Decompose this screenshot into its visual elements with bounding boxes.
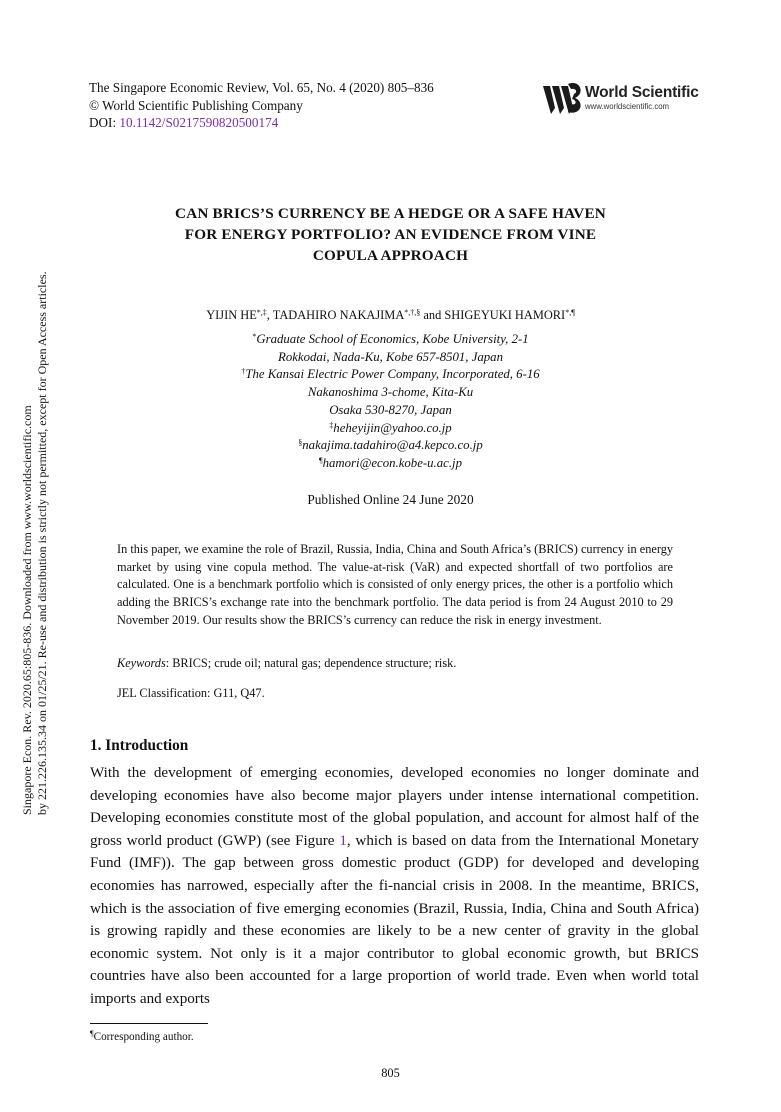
side-notice-text <box>20 271 49 815</box>
affiliation-mark: † <box>241 367 246 377</box>
title-line1: CAN BRICS’S CURRENCY BE A HEDGE OR A SAFE HAVEN <box>175 205 606 222</box>
figure-reference-link[interactable]: 1 <box>339 832 347 849</box>
footnote <box>90 1031 194 1043</box>
abstract: In this paper, we examine the role of Brazil, Russia, India, China and South Africa’s (BRICS) currency in energy market by using vine copula method. The value-at-risk (VaR) and expected shortfall of two portfolios are calculated. One is a benchmark portfolio which is consisted of only energy prices, the other is a portfolio which adding the BRICS’s exchange rate into the benchmark portfolio. The data period is from 24 August 2010 to 29 November 2019. Our results show the BRICS’s currency can reduce the risk in energy investment. <box>117 542 673 627</box>
email-link[interactable]: hamori@econ.kobe-u.ac.jp <box>322 455 462 470</box>
author-marks: *,†,§ <box>404 308 421 317</box>
intro-paragraph <box>90 762 699 1011</box>
email-line <box>90 420 691 438</box>
author-separator: , <box>266 308 273 322</box>
email-mark: ‡ <box>329 420 334 430</box>
section-heading: 1. Introduction <box>90 737 189 754</box>
copyright-line: © World Scientific Publishing Company <box>89 97 303 113</box>
affiliation-text: The Kansai Electric Power Company, Incorporated, 6-16 <box>245 367 540 382</box>
footnote-divider <box>90 1023 208 1024</box>
jel-classification: JEL Classification: G11, Q47. <box>117 686 265 700</box>
email-mark: ¶ <box>319 455 323 465</box>
affiliation-line: Osaka 530-8270, Japan <box>329 402 452 417</box>
affiliation-line: Rokkodai, Nada-Ku, Kobe 657-8501, Japan <box>278 349 503 364</box>
author-name: TADAHIRO NAKAJIMA <box>272 308 405 322</box>
intro-text: With the development of emerging economies, developed economies no longer dominate and developing economies have also become major players under intense international competition. Developing economies constitute most of the global population, and account for almost half of the gross world product (GWP) (see Figure <box>90 765 699 849</box>
publisher-url: www.worldscientific.com <box>585 102 670 111</box>
side-notice-line2: by 221.226.135.34 on 01/25/21. Re-use and distribution is strictly not permitted, except for Open Access articles. <box>34 271 49 815</box>
email-line <box>90 437 691 455</box>
publisher-logo <box>541 78 701 120</box>
author-name: YIJIN HE <box>206 308 257 322</box>
keywords-text: : BRICS; crude oil; natural gas; dependence structure; risk. <box>165 656 457 670</box>
doi-link[interactable]: 10.1142/S0217590820500174 <box>119 115 279 130</box>
paper-title <box>90 203 691 266</box>
affiliation-line: Nakanoshima 3-chome, Kita-Ku <box>307 385 474 400</box>
affiliation-line <box>90 366 691 384</box>
side-notice-line1: Singapore Econ. Rev. 2020.65:805-836. Downloaded from www.worldscientific.com <box>20 405 34 815</box>
footnote-text: Corresponding author. <box>93 1031 194 1043</box>
author-marks: *,‡ <box>256 308 267 317</box>
email-link[interactable]: heheyijin@yahoo.co.jp <box>333 420 452 435</box>
published-date: Published Online 24 June 2020 <box>307 492 474 507</box>
title-line3: COPULA APPROACH <box>312 247 469 264</box>
page-number: 805 <box>381 1066 400 1080</box>
author-list <box>90 308 691 323</box>
journal-header <box>89 79 434 132</box>
keywords <box>117 656 673 671</box>
intro-text: , which is based on data from the International Monetary Fund (IMF)). The gap between gross domestic product (GDP) for developed and developing economies has narrowed, especially after the fi-nancial crisis in 2008. In the meantime, BRICS, which is the association of five emerging economies (Brazil, Russia, India, China and South Africa) is growing rapidly and these economies are likely to be a new center of gravity in the global economic system. Not only is it a major contributor to global economic growth, but BRICS countries have also been accounted for a large proportion of world trade. Even when world total imports and exports <box>90 832 699 1007</box>
doi-line <box>89 114 434 132</box>
keywords-label: Keywords <box>117 656 166 670</box>
affiliation-text: Graduate School of Economics, Kobe University, 2-1 <box>256 332 529 346</box>
affiliations <box>90 331 691 473</box>
email-line <box>90 455 691 473</box>
author-separator: and <box>420 308 445 322</box>
journal-citation: The Singapore Economic Review, Vol. 65, No. 4 (2020) 805–836 <box>89 80 434 95</box>
doi-label: DOI: <box>89 115 120 130</box>
author-marks: *,¶ <box>565 308 575 317</box>
email-link[interactable]: nakajima.tadahiro@a4.kepco.co.jp <box>302 438 483 453</box>
title-line2: FOR ENERGY PORTFOLIO? AN EVIDENCE FROM VINE <box>184 226 597 243</box>
affiliation-line <box>90 331 691 349</box>
footnote-mark: ¶ <box>90 1029 94 1038</box>
publisher-name: World Scientific <box>585 84 699 101</box>
author-name: SHIGEYUKI HAMORI <box>444 308 566 322</box>
world-scientific-logo-icon <box>541 80 583 116</box>
affiliation-mark: * <box>252 332 257 341</box>
email-mark: § <box>298 438 303 448</box>
